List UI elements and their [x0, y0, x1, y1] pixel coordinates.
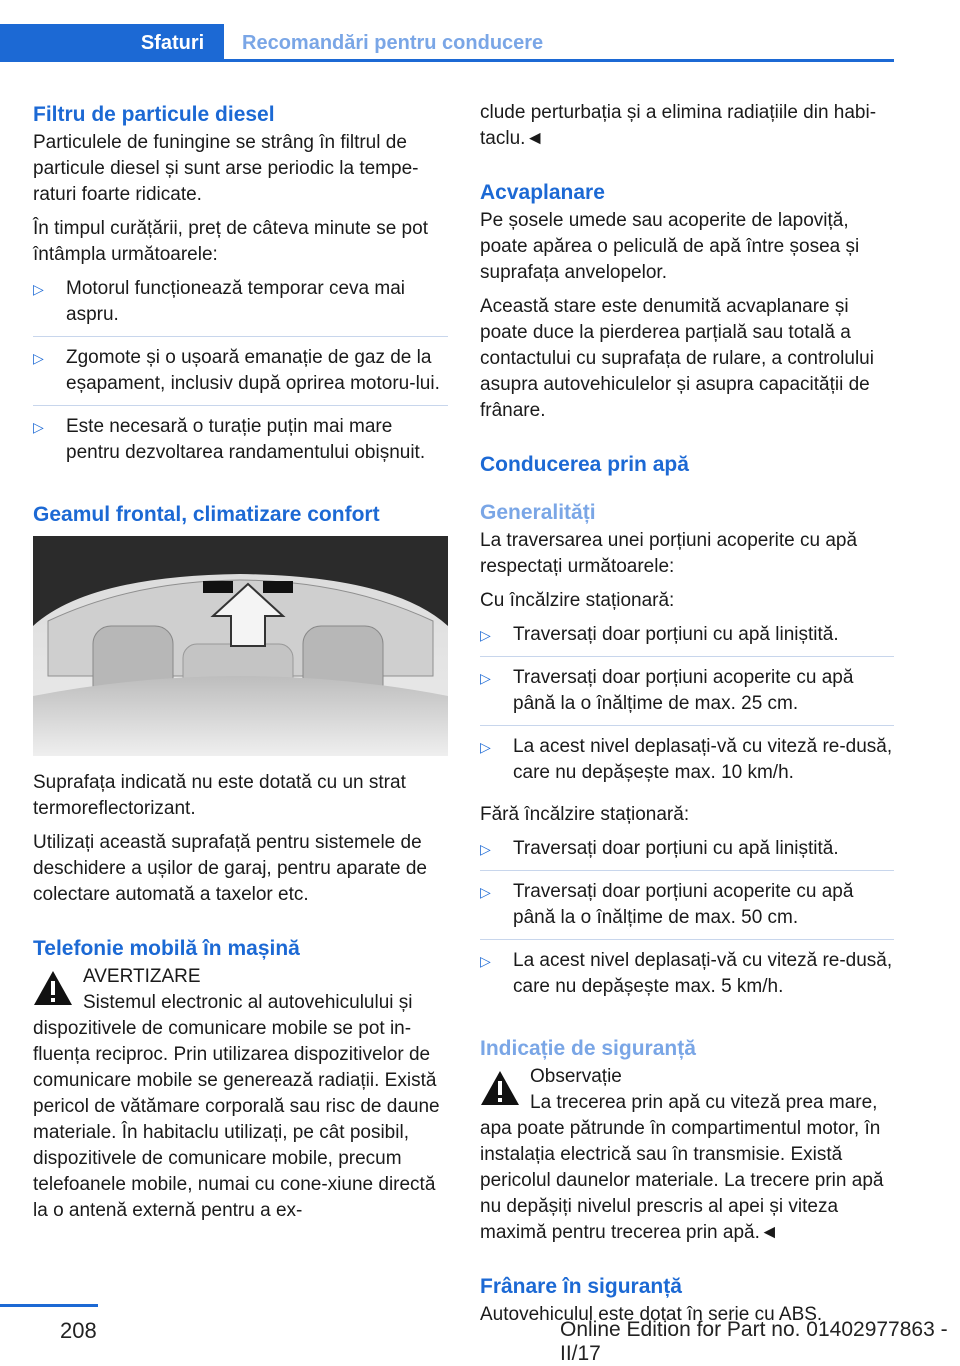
- note-title: Observație: [530, 1066, 622, 1087]
- triangle-right-icon: ▷: [33, 419, 44, 435]
- triangle-right-icon: ▷: [480, 670, 491, 686]
- triangle-right-icon: ▷: [480, 627, 491, 643]
- list-item-text: La acest nivel deplasați-vă cu viteză re-dusă, care nu depășește max. 5 km/h.: [513, 950, 893, 997]
- windshield-photo: [33, 536, 448, 756]
- heading-safety: Indicație de siguranță: [480, 1037, 696, 1060]
- paragraph-aqua-2: Această stare este denumită acvaplanare și poate duce la pierderea parțială sau totală a contactului cu suprafața de rulare, a controlului asupra autovehiculelor și asupra capacității de frânare.: [480, 296, 874, 421]
- heading-general: Generalități: [480, 501, 596, 524]
- note-text: La trecerea prin apă cu viteză prea mare, apa poate pătrunde în compartimentul motor, în instalația electrică sau în transmisie. Există pericolul daunelor materiale. La trecere prin apă nu depășiți nivelul prescris al apei și viteza maximă pentru trecerea prin apă.◄: [480, 1092, 884, 1243]
- dpf-list: [33, 276, 448, 474]
- triangle-right-icon: ▷: [480, 841, 491, 857]
- list-item-text: Este necesară o turație puțin mai mare pentru dezvoltarea randamentului obișnuit.: [66, 416, 426, 463]
- warning-text: Sistemul electronic al autovehiculului și dispozitivele de comunicare mobile se pot in-fluența reciproc. Prin utilizarea dispozitivelor de comunicare mobile se generează radiații. Există pericol de vătămare corporală sau risc de daune materiale. În habitaclu utilizați, pe cât posibil, dispozitivele de comunicare mobile, precum telefoanele mobile, numai cu cone-xiune directă la o antenă externă pentru a ex-: [33, 992, 440, 1221]
- heading-phone: Telefonie mobilă în mașină: [33, 937, 300, 960]
- paragraph-dpf-2: În timpul curățării, preț de câteva minute se pot întâmpla următoarele:: [33, 218, 428, 265]
- paragraph-braking: Autovehiculul este dotat în serie cu ABS.: [480, 1304, 823, 1325]
- tab-sfaturi[interactable]: Sfaturi: [121, 24, 224, 62]
- list-item: [33, 414, 448, 474]
- list-item-text: Traversați doar porțiuni cu apă liniștită.: [513, 838, 839, 859]
- left-column: [33, 100, 448, 1232]
- warning-box: [33, 964, 448, 990]
- warning-triangle-icon: [33, 970, 73, 1006]
- heat-list: [480, 622, 894, 794]
- triangle-right-icon: ▷: [33, 350, 44, 366]
- paragraph-noheat: Fără încălzire staționară:: [480, 804, 690, 825]
- list-item-text: Traversați doar porțiuni acoperite cu apă până la o înălțime de max. 25 cm.: [513, 667, 854, 714]
- paragraph-aqua-1: Pe șosele umede sau acoperite de lapoviță, poate apărea o peliculă de apă între șosea și suprafața anvelopelor.: [480, 210, 860, 283]
- page-number: 208: [60, 1318, 97, 1343]
- triangle-right-icon: ▷: [480, 953, 491, 969]
- list-item: [480, 734, 894, 794]
- paragraph-general: La traversarea unei porțiuni acoperite cu apă respectați următoarele:: [480, 530, 858, 577]
- tab-recomandari[interactable]: Recomandări pentru conducere: [224, 24, 894, 62]
- paragraph-heat: Cu încălzire staționară:: [480, 590, 675, 611]
- header-accent: [0, 24, 121, 62]
- list-item: [480, 948, 894, 1008]
- list-item-text: Motorul funcționează temporar ceva mai aspru.: [66, 278, 405, 325]
- note-box: [480, 1064, 894, 1090]
- noheat-list: [480, 836, 894, 1008]
- header-bar: [0, 24, 894, 62]
- paragraph-continued: clude perturbația și a elimina radiațiile din habi-taclu.◄: [480, 102, 877, 149]
- footer-accent: [0, 1304, 98, 1307]
- edition-text: Online Edition for Part no. 01402977863 - II/17: [560, 1318, 948, 1365]
- warning-title: AVERTIZARE: [83, 966, 201, 987]
- list-item: [33, 345, 448, 406]
- heading-windshield: Geamul frontal, climatizare confort: [33, 503, 380, 526]
- list-item-text: La acest nivel deplasați-vă cu viteză re-dusă, care nu depășește max. 10 km/h.: [513, 736, 893, 783]
- list-item-text: Traversați doar porțiuni acoperite cu apă până la o înălțime de max. 50 cm.: [513, 881, 854, 928]
- list-item-text: Traversați doar porțiuni cu apă liniștită.: [513, 624, 839, 645]
- list-item: [480, 879, 894, 940]
- paragraph-dpf-1: Particulele de funingine se strâng în filtrul de particule diesel și sunt arse periodic la tempe-raturi foarte ridicate.: [33, 132, 419, 205]
- right-column: [480, 100, 894, 1336]
- heading-dpf: Filtru de particule diesel: [33, 103, 275, 126]
- triangle-right-icon: ▷: [33, 281, 44, 297]
- list-item: [480, 836, 894, 871]
- list-item: [480, 622, 894, 657]
- list-item: [480, 665, 894, 726]
- triangle-right-icon: ▷: [480, 884, 491, 900]
- paragraph-ws-1: Suprafața indicată nu este dotată cu un strat termoreflectorizant.: [33, 772, 406, 819]
- heading-braking: Frânare în siguranță: [480, 1275, 682, 1298]
- warning-triangle-icon: [480, 1070, 520, 1106]
- heading-water-driving: Conducerea prin apă: [480, 453, 689, 476]
- triangle-right-icon: ▷: [480, 739, 491, 755]
- heading-aquaplaning: Acvaplanare: [480, 181, 605, 204]
- list-item-text: Zgomote și o ușoară emanație de gaz de la eșapament, inclusiv după oprirea motoru-lui.: [66, 347, 440, 394]
- list-item: [33, 276, 448, 337]
- paragraph-ws-2: Utilizați această suprafață pentru sistemele de deschidere a ușilor de garaj, pentru aparate de colectare automată a taxelor etc.: [33, 832, 427, 905]
